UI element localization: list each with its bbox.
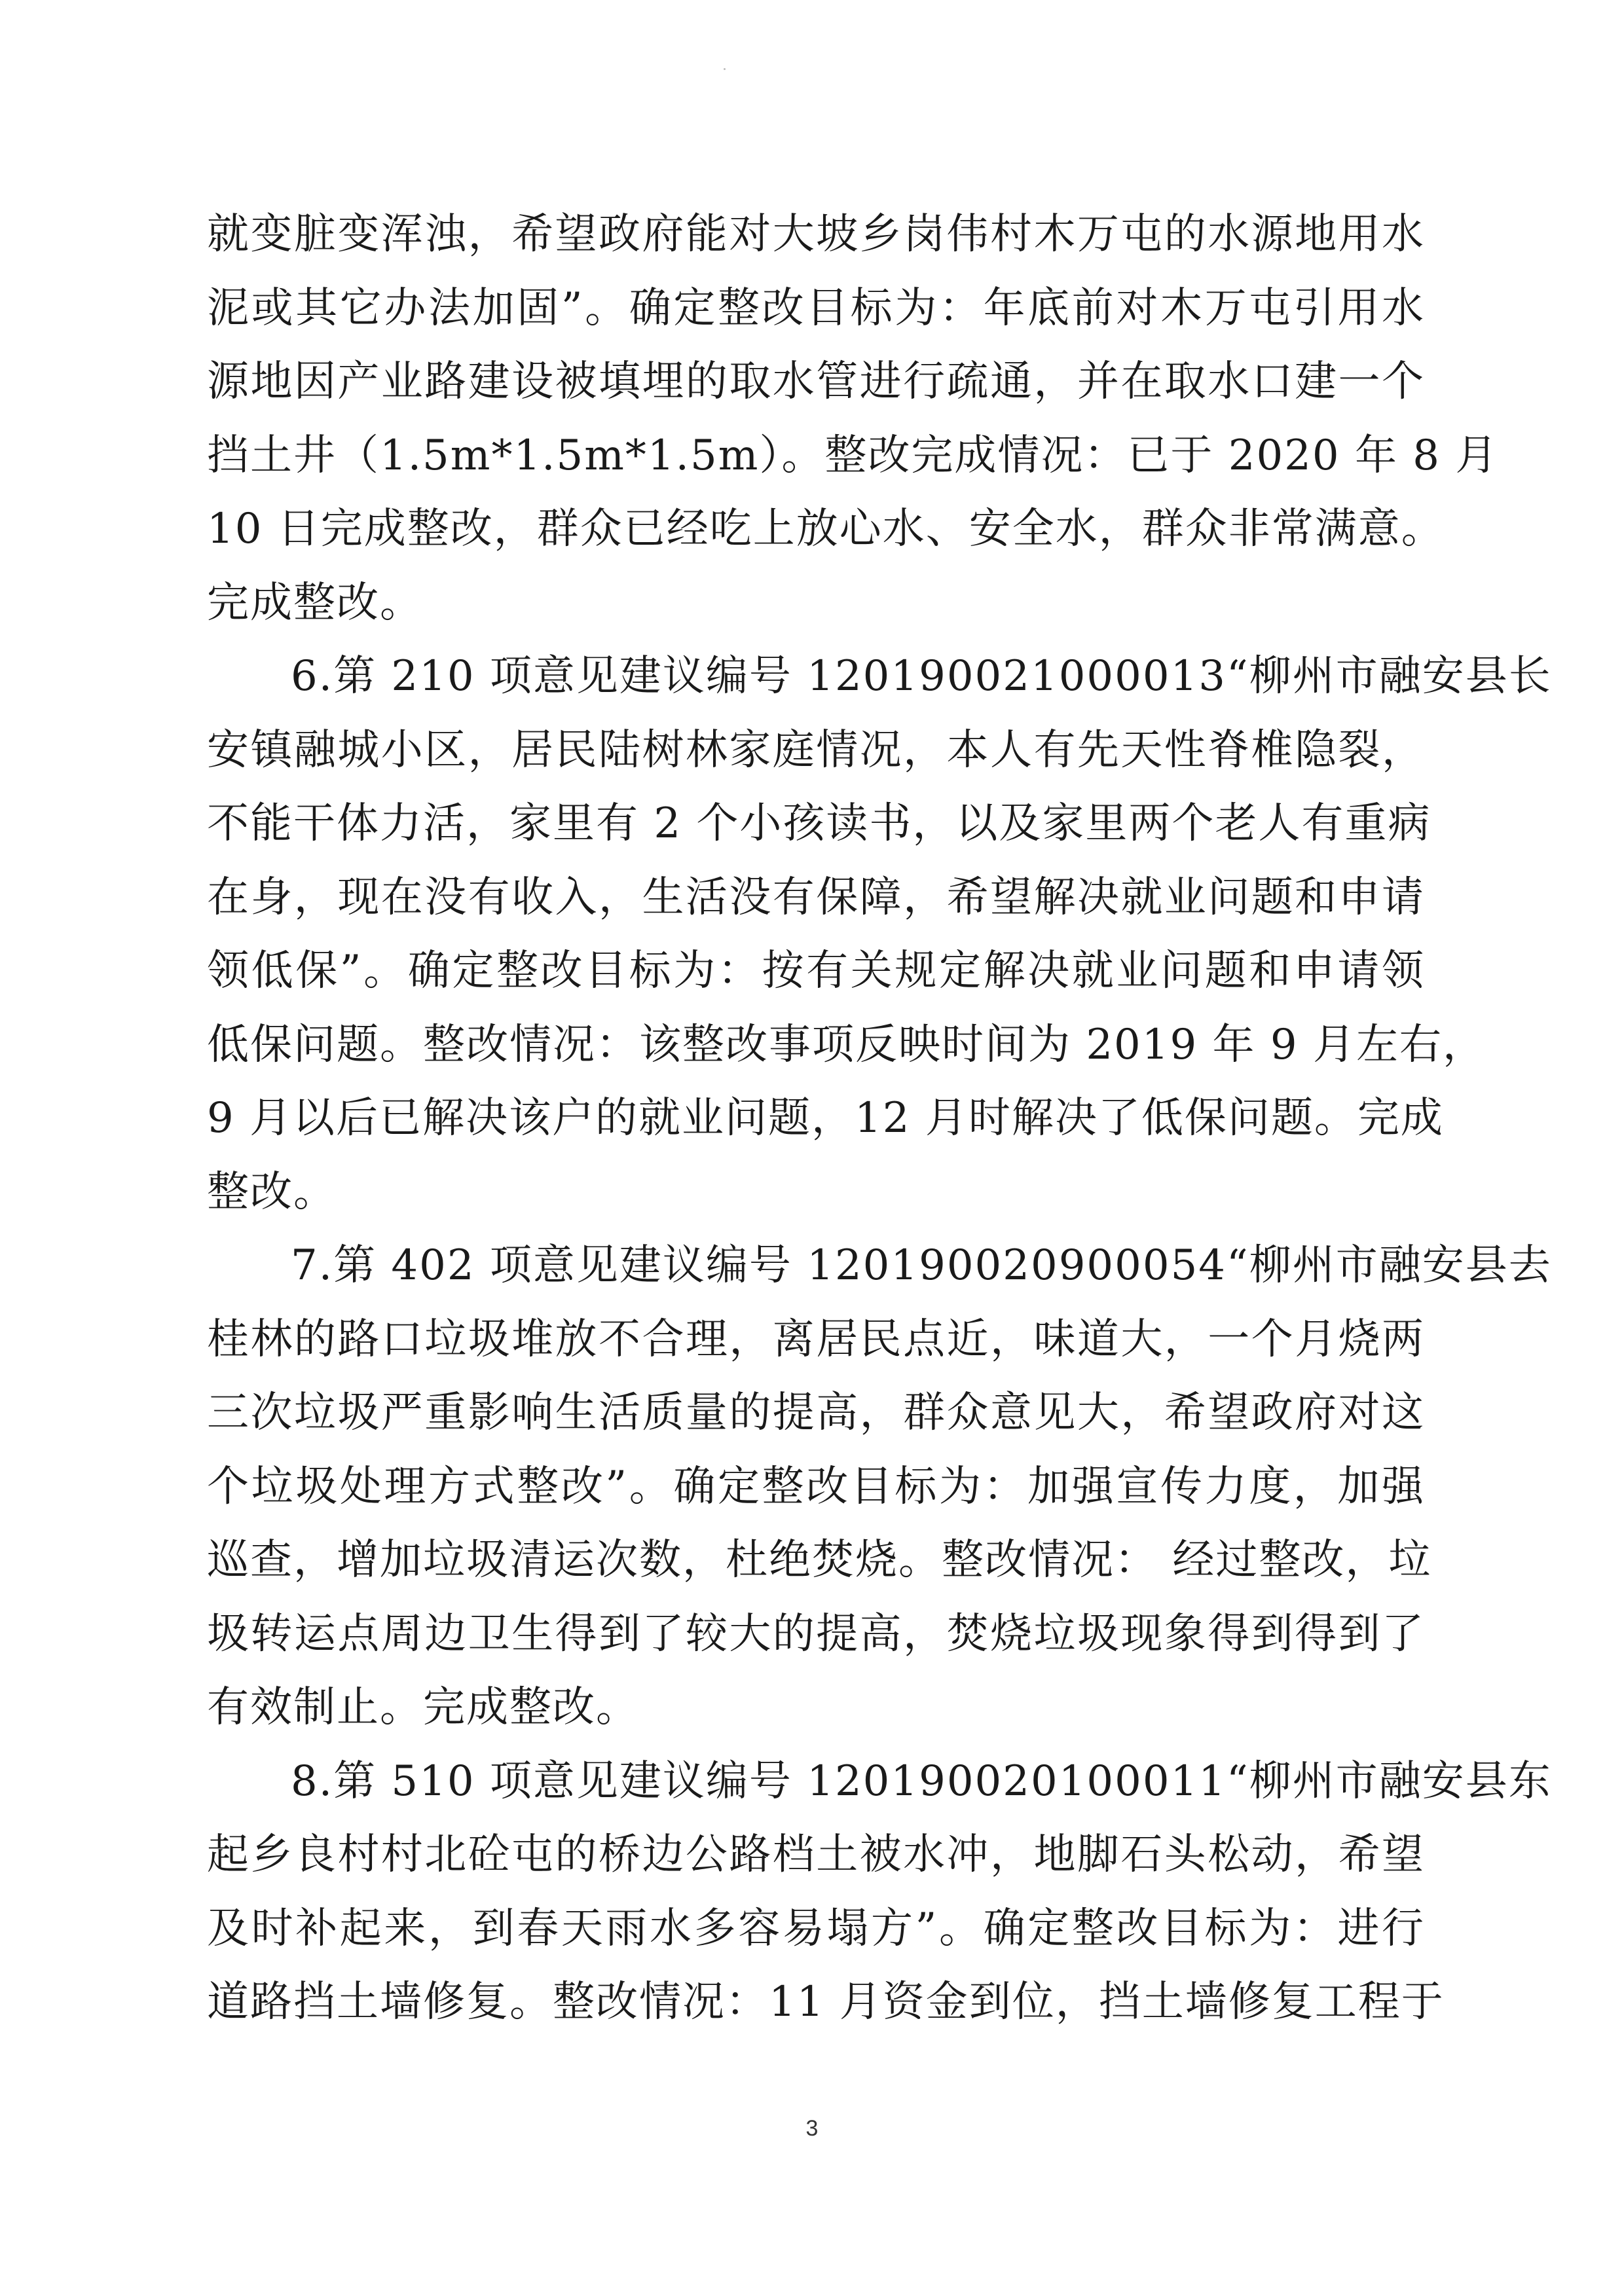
text-line: 8.第 510 项意见建议编号 120190020100011“柳州市融安县东 [291, 1757, 1552, 1806]
text-line: 起乡良村村北砼屯的桥边公路档土被水冲，地脚石头松动，希望 [207, 1831, 1425, 1879]
text-line: 就变脏变浑浊，希望政府能对大坡乡岗伟村木万屯的水源地用水 [207, 210, 1425, 259]
text-line: 不能干体力活，家里有 2 个小孩读书，以及家里两个老人有重病 [207, 799, 1431, 848]
page-number: 3 [805, 2116, 819, 2141]
text-line: 安镇融城小区，居民陆树林家庭情况，本人有先天性脊椎隐裂， [207, 725, 1425, 774]
text-line: 道路挡土墙修复。整改情况：11 月资金到位，挡土墙修复工程于 [207, 1978, 1445, 2026]
text-line: 7.第 402 项意见建议编号 120190020900054“柳州市融安县去 [291, 1241, 1552, 1290]
text-line: 个垃圾处理方式整改”。确定整改目标为：加强宣传力度，加强 [207, 1462, 1425, 1511]
text-line: 巡查，增加垃圾清运次数，杜绝焚烧。整改情况： 经过整改，垃 [207, 1536, 1432, 1584]
text-line: 及时补起来，到春天雨水多容易塌方”。确定整改目标为：进行 [207, 1904, 1425, 1953]
text-line: 源地因产业路建设被填埋的取水管进行疏通，并在取水口建一个 [207, 357, 1425, 406]
text-line: 领低保”。确定整改目标为：按有关规定解决就业问题和申请领 [207, 947, 1425, 995]
text-line: 6.第 210 项意见建议编号 120190021000013“柳州市融安县长 [291, 652, 1552, 701]
text-line: 有效制止。完成整改。 [207, 1683, 639, 1732]
text-line: 三次垃圾严重影响生活质量的提高，群众意见大，希望政府对这 [207, 1389, 1425, 1437]
text-line: 10 日完成整改，群众已经吃上放心水、安全水，群众非常满意。 [207, 505, 1445, 553]
text-line: 桂林的路口垃圾堆放不合理，离居民点近，味道大，一个月烧两 [207, 1315, 1425, 1364]
text-line: 9 月以后已解决该户的就业问题，12 月时解决了低保问题。完成 [207, 1094, 1444, 1142]
scan-dot [724, 68, 726, 70]
text-line: 泥或其它办法加固”。确定整改目标为：年底前对木万屯引用水 [207, 283, 1425, 333]
text-line: 完成整改。 [207, 578, 423, 627]
text-line: 圾转运点周边卫生得到了较大的提高，焚烧垃圾现象得到得到了 [207, 1609, 1425, 1658]
text-line: 挡土井（1.5m*1.5m*1.5m）。整改完成情况：已于 2020 年 8 月 [207, 431, 1499, 480]
text-line: 在身，现在没有收入，生活没有保障，希望解决就业问题和申请 [207, 873, 1425, 922]
document-body [207, 198, 1552, 2039]
text-line: 低保问题。整改情况：该整改事项反映时间为 2019 年 9 月左右， [207, 1020, 1486, 1069]
text-line: 整改。 [207, 1167, 337, 1216]
